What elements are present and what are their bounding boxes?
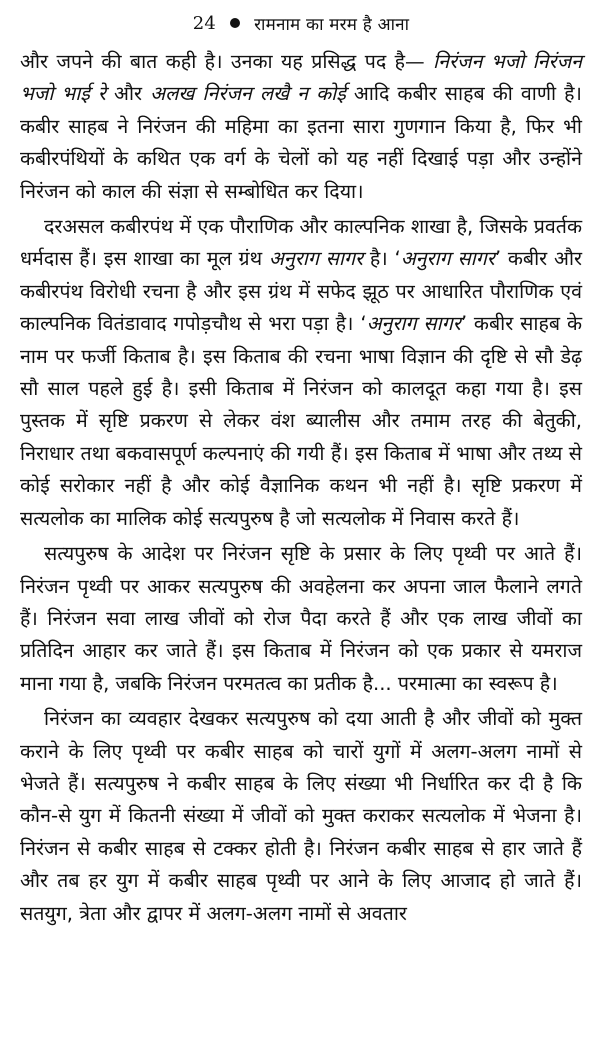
text-run: सत्यपुरुष के आदेश पर निरंजन सृष्टि के प्रसार के लिए पृथ्वी पर आते हैं। निरंजन पृथ्वी पर आकर सत्यपुरुष की अवहेलना कर अपना जाल फैलाने लगते हैं। निरंजन सवा लाख जीवों को रोज पैदा करते हैं और एक लाख जीवों का प्रतिदिन आहार कर जाते हैं। इस किताब में निरंजन को एक प्रकार से यमराज माना गया है, जबकि निरंजन परमतत्व का प्रतीक है... परमात्मा का स्वरूप है।	[20, 542, 582, 695]
text-run: है। ‘	[363, 247, 401, 271]
italic-quote: निरंजन भजो निरंजन भजो भाई रे	[20, 50, 582, 106]
running-title: रामनाम का मरम है आना	[254, 14, 410, 35]
text-run: निरंजन का व्यवहार देखकर सत्यपुरुष को दया आती है और जीवों को मुक्त कराने के लिए पृथ्वी पर कबीर साहब को चारों युगों में अलग-अलग नामों से भेजते हैं। सत्यपुरुष ने कबीर साहब के लिए संख्या भी निर्धारित कर दी है कि कौन-से युग में कितनी संख्या में जीवों को मुक्त कराकर सत्यलोक में भेजना है। निरंजन से कबीर साहब से टक्कर होती है। निरंजन कबीर साहब से हार जाते हैं और तब हर युग में कबीर साहब पृथ्वी पर आने के लिए आजाद हो जाते हैं। सतयुग, त्रेता और द्वापर में अलग-अलग नामों से अवतार	[20, 707, 582, 925]
text-run: ’ कबीर साहब के नाम पर फर्जी किताब है। इस किताब की रचना भाषा विज्ञान की दृष्टि से सौ डेढ़ सौ साल पहले हुई है। इसी किताब में निरंजन को कालदूत कहा गया है। इस पुस्तक में सृष्टि प्रकरण से लेकर वंश ब्यालीस और तमाम तरह की बेतुकी, निराधार तथा बकवासपूर्ण कल्पनाएं की गयी हैं। इस किताब में भाषा और तथ्य से कोई सरोकार नहीं है और कोई वैज्ञानिक कथन भी नहीं है। सृष्टि प्रकरण में सत्यलोक का मालिक कोई सत्यपुरुष है जो सत्यलोक में निवास करते हैं।	[20, 312, 583, 530]
bullet-separator-icon	[230, 18, 240, 28]
page-number: 24	[192, 12, 217, 34]
italic-quote: अलख निरंजन लखै न कोई	[150, 82, 346, 106]
paragraph-4	[20, 703, 582, 930]
paragraph-2	[20, 211, 582, 535]
text-run: आदि कबीर साहब की वाणी है। कबीर साहब ने निरंजन की महिमा का इतना सारा गुणगान किया है, फिर भी कबीरपंथियों के कथित एक वर्ग के चेलों को यह नहीं दिखाई पड़ा और उन्होंने निरंजन को काल की संज्ञा से सम्बोधित कर दिया।	[20, 82, 582, 203]
paragraph-3	[20, 538, 582, 700]
text-run: दरअसल कबीरपंथ में एक पौराणिक और काल्पनिक शाखा है, जिसके प्रवर्तक धर्मदास हैं। इस शाखा का मूल ग्रंथ	[20, 215, 582, 271]
paragraph-1	[20, 46, 582, 208]
text-run: और जपने की बात कही है। उनका यह प्रसिद्ध पद है—	[20, 50, 434, 73]
page-body	[20, 46, 582, 930]
text-run: ’ कबीर और कबीरपंथ विरोधी रचना है और इस ग्रंथ में सफेद झूठ पर आधारित पौराणिक एवं काल्पनिक वितंडावाद गपोड़चौथ से भरा पड़ा है। ‘	[20, 247, 583, 336]
italic-book-title: अनुराग सागर	[400, 247, 495, 271]
text-run: और	[105, 82, 151, 106]
running-header	[20, 0, 582, 46]
italic-book-title: अनुराग सागर	[268, 247, 364, 271]
italic-book-title: अनुराग सागर	[366, 312, 461, 336]
